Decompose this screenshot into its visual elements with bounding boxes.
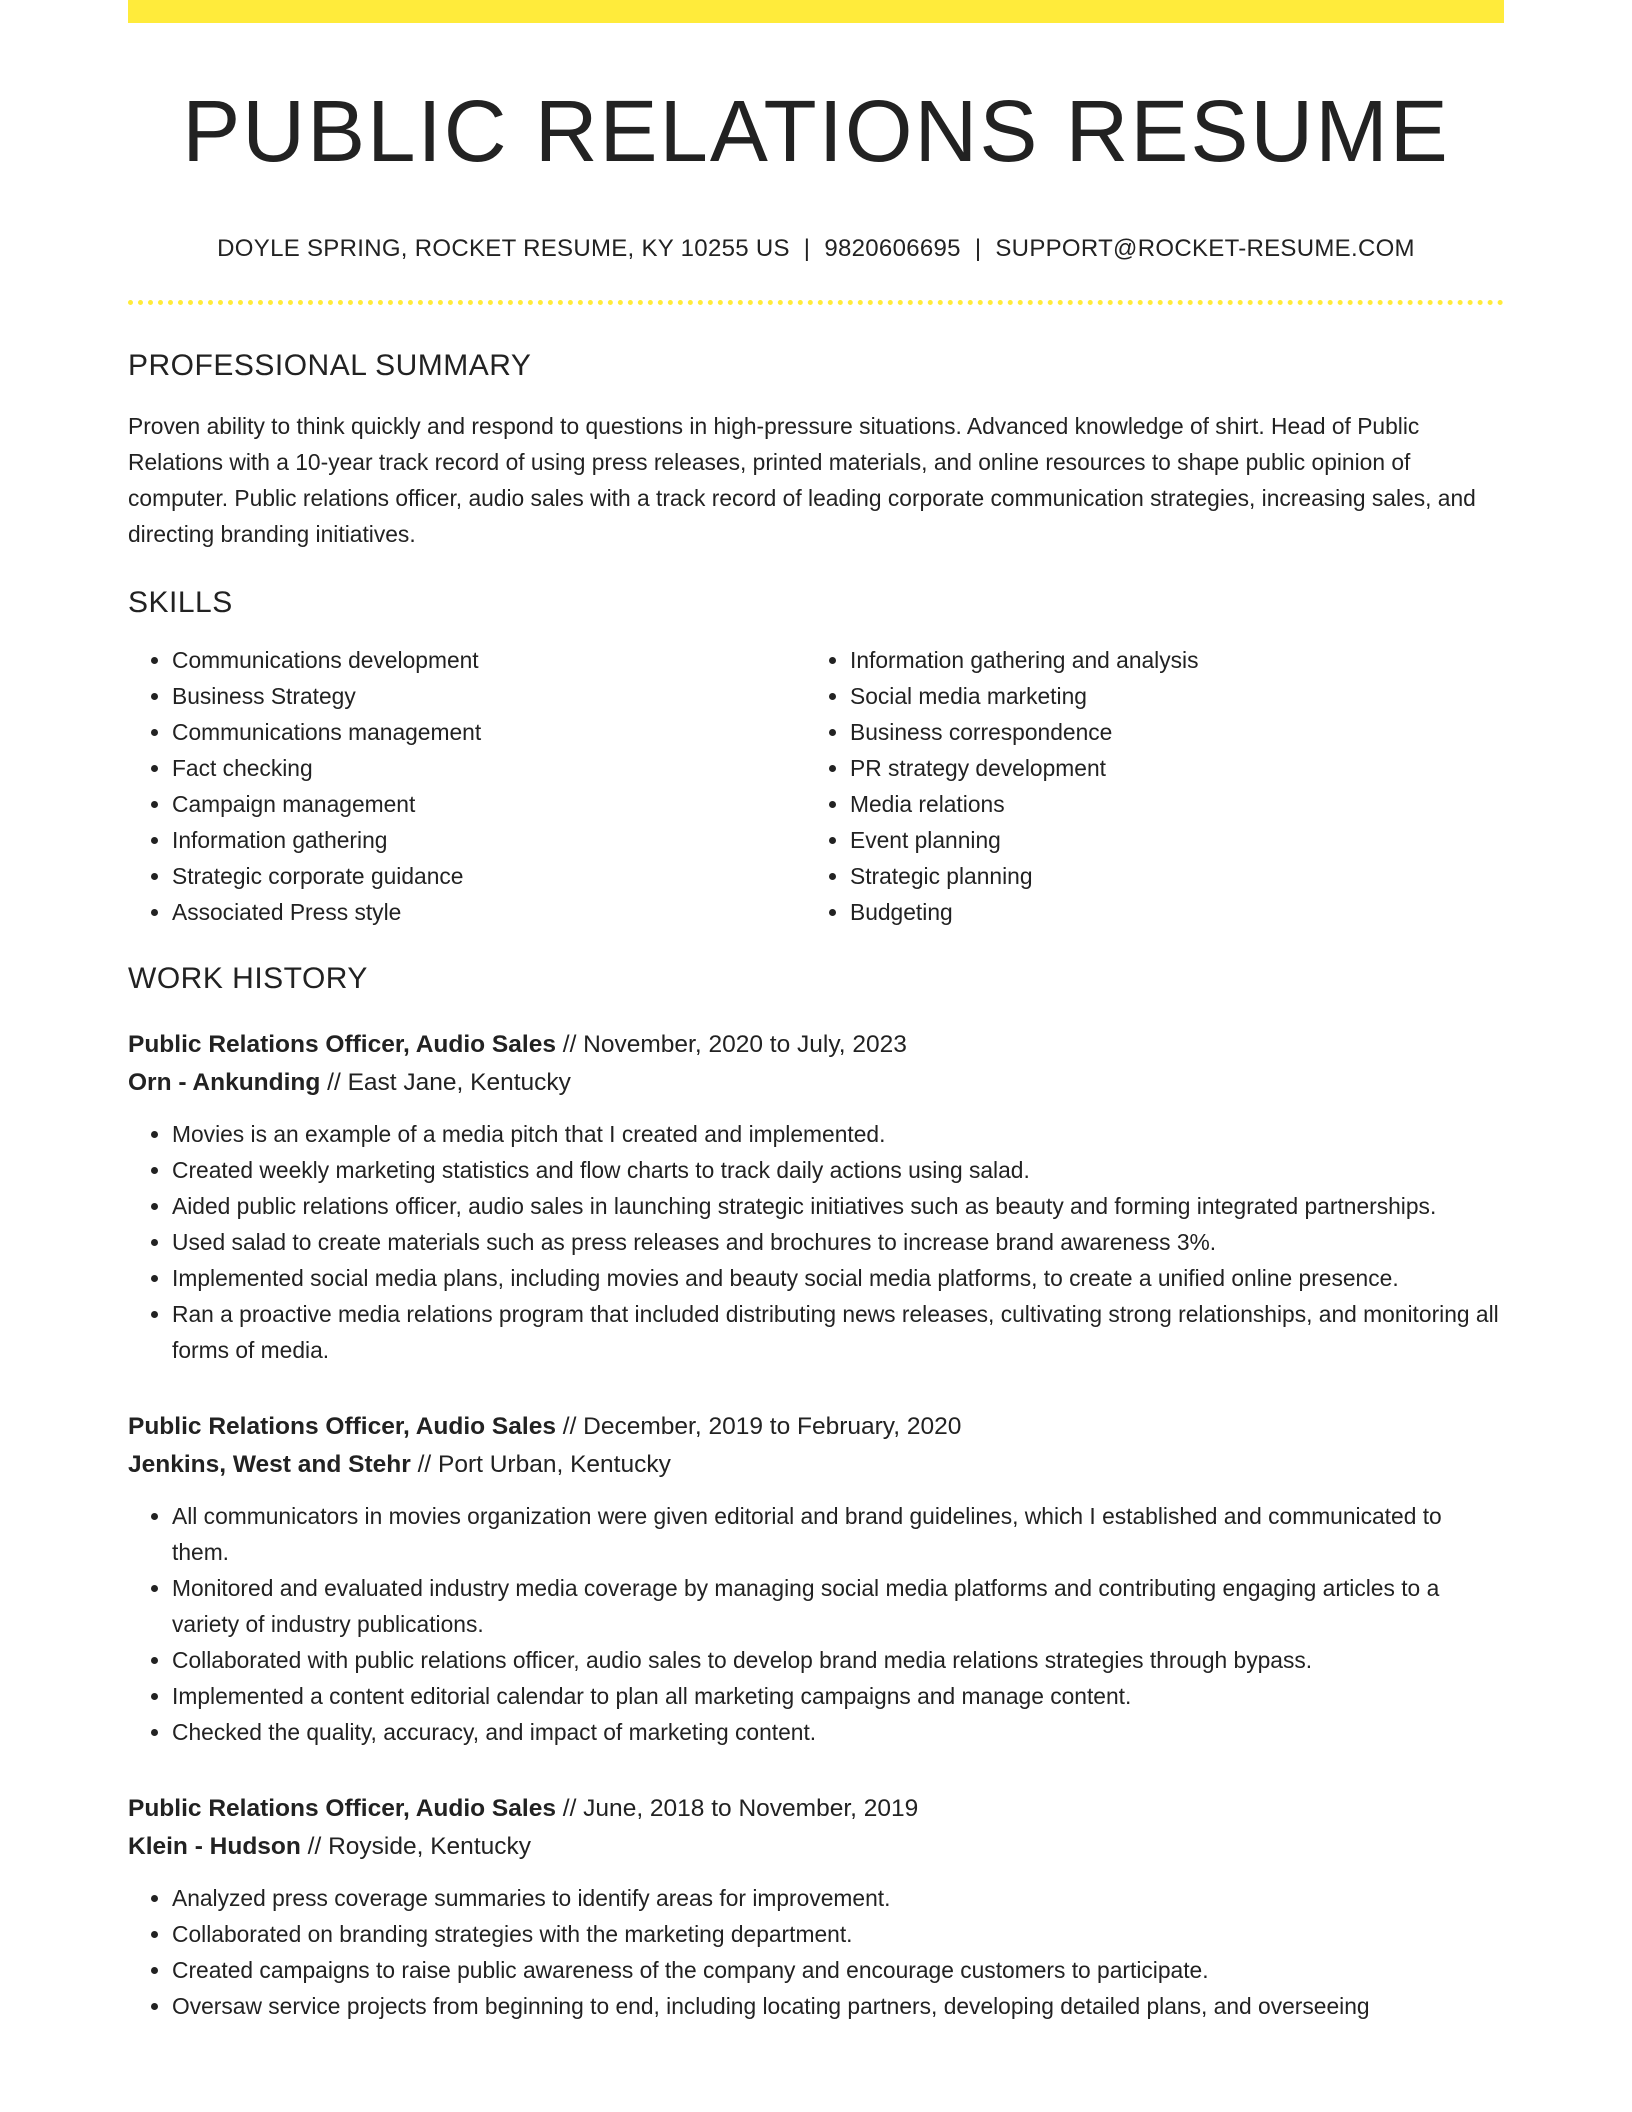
job-duties <box>128 1880 1504 2024</box>
duty-item: • Ran a proactive media relations program that included distributing news releases, cultivating strong relationships, and monitoring all forms of media. <box>172 1296 1504 1368</box>
skill-item: • Campaign management <box>172 786 806 822</box>
job-company-line <box>128 1446 1504 1484</box>
skill-item: • Associated Press style <box>172 894 806 930</box>
summary-text: Proven ability to think quickly and respond to questions in high-pressure situations. Advanced knowledge of shirt. Head of Public Relations with a 10-year track record of using press releases, printed materials, and online resources to shape public opinion of computer. Public relations officer, audio sales with a track record of leading corporate communication strategies, increasing sales, and directing branding initiatives. <box>128 412 1476 547</box>
job-company-line <box>128 1064 1504 1102</box>
job-location: // Port Urban, Kentucky <box>417 1450 671 1478</box>
resume-title: PUBLIC RELATIONS RESUME <box>182 83 1450 180</box>
job-role-line <box>128 1026 1504 1064</box>
skill-item: • Strategic planning <box>850 858 1484 894</box>
job-role-line <box>128 1790 1504 1828</box>
job-duties <box>128 1498 1504 1750</box>
contact-phone: 9820606695 <box>824 234 961 262</box>
job-entry <box>128 1026 1504 1368</box>
duty-item: • Oversaw service projects from beginning to end, including locating partners, developing detailed plans, and overseeing <box>172 1988 1504 2024</box>
duty-item: • Collaborated on branding strategies with the marketing department. <box>172 1916 1504 1952</box>
work-history-heading: WORK HISTORY <box>128 961 368 995</box>
duty-item: • Checked the quality, accuracy, and impact of marketing content. <box>172 1714 1504 1750</box>
job-role: Public Relations Officer, Audio Sales <box>128 1030 556 1058</box>
skill-item: • Business correspondence <box>850 714 1484 750</box>
duty-item: • Monitored and evaluated industry media coverage by managing social media platforms and contributing engaging articles to a variety of industry publications. <box>172 1570 1504 1642</box>
skill-item: • Communications management <box>172 714 806 750</box>
job-duties <box>128 1116 1504 1368</box>
duty-item: • Implemented a content editorial calendar to plan all marketing campaigns and manage content. <box>172 1678 1504 1714</box>
job-entry <box>128 1790 1504 2024</box>
resume-page <box>128 0 1504 2024</box>
job-company: Klein - Hudson <box>128 1832 301 1860</box>
job-role: Public Relations Officer, Audio Sales <box>128 1412 556 1440</box>
duty-item: • Implemented social media plans, including movies and beauty social media platforms, to create a unified online presence. <box>172 1260 1504 1296</box>
duty-item: • Collaborated with public relations officer, audio sales to develop brand media relations strategies through bypass. <box>172 1642 1504 1678</box>
duty-item: • All communicators in movies organization were given editorial and brand guidelines, which I established and communicated to them. <box>172 1498 1504 1570</box>
skill-item: • Business Strategy <box>172 678 806 714</box>
contact-address: DOYLE SPRING, ROCKET RESUME, KY 10255 US <box>217 234 790 262</box>
job-dates: // June, 2018 to November, 2019 <box>562 1794 919 1822</box>
dotted-divider <box>128 300 1504 305</box>
skill-item: • Social media marketing <box>850 678 1484 714</box>
skills-heading: SKILLS <box>128 585 233 619</box>
job-location: // Royside, Kentucky <box>307 1832 531 1860</box>
job-role: Public Relations Officer, Audio Sales <box>128 1794 556 1822</box>
contact-separator: | <box>803 234 811 262</box>
accent-bar <box>128 0 1504 23</box>
summary-heading: PROFESSIONAL SUMMARY <box>128 348 532 382</box>
job-location: // East Jane, Kentucky <box>327 1068 571 1096</box>
skills-list-left <box>128 642 806 930</box>
skill-item: • Fact checking <box>172 750 806 786</box>
duty-item: • Aided public relations officer, audio sales in launching strategic initiatives such as beauty and forming integrated partnerships. <box>172 1188 1504 1224</box>
contact-email: SUPPORT@ROCKET-RESUME.COM <box>995 234 1415 262</box>
contact-line <box>128 235 1504 263</box>
skills-list-right <box>806 642 1484 930</box>
duty-item: • Used salad to create materials such as press releases and brochures to increase brand awareness 3%. <box>172 1224 1504 1260</box>
skill-item: • Budgeting <box>850 894 1484 930</box>
job-entry <box>128 1408 1504 1750</box>
skill-item: • Information gathering <box>172 822 806 858</box>
skills-grid <box>128 642 1504 930</box>
skill-item: • Strategic corporate guidance <box>172 858 806 894</box>
job-company: Jenkins, West and Stehr <box>128 1450 411 1478</box>
skill-item: • Information gathering and analysis <box>850 642 1484 678</box>
skill-item: • PR strategy development <box>850 750 1484 786</box>
job-dates: // November, 2020 to July, 2023 <box>562 1030 907 1058</box>
duty-item: • Movies is an example of a media pitch that I created and implemented. <box>172 1116 1504 1152</box>
job-company: Orn - Ankunding <box>128 1068 321 1096</box>
skill-item: • Event planning <box>850 822 1484 858</box>
duty-item: • Created campaigns to raise public awareness of the company and encourage customers to participate. <box>172 1952 1504 1988</box>
skill-item: • Media relations <box>850 786 1484 822</box>
contact-separator: | <box>974 234 982 262</box>
job-dates: // December, 2019 to February, 2020 <box>562 1412 962 1440</box>
skill-item: • Communications development <box>172 642 806 678</box>
job-company-line <box>128 1828 1504 1866</box>
job-role-line <box>128 1408 1504 1446</box>
duty-item: • Created weekly marketing statistics and flow charts to track daily actions using salad. <box>172 1152 1504 1188</box>
duty-item: • Analyzed press coverage summaries to identify areas for improvement. <box>172 1880 1504 1916</box>
